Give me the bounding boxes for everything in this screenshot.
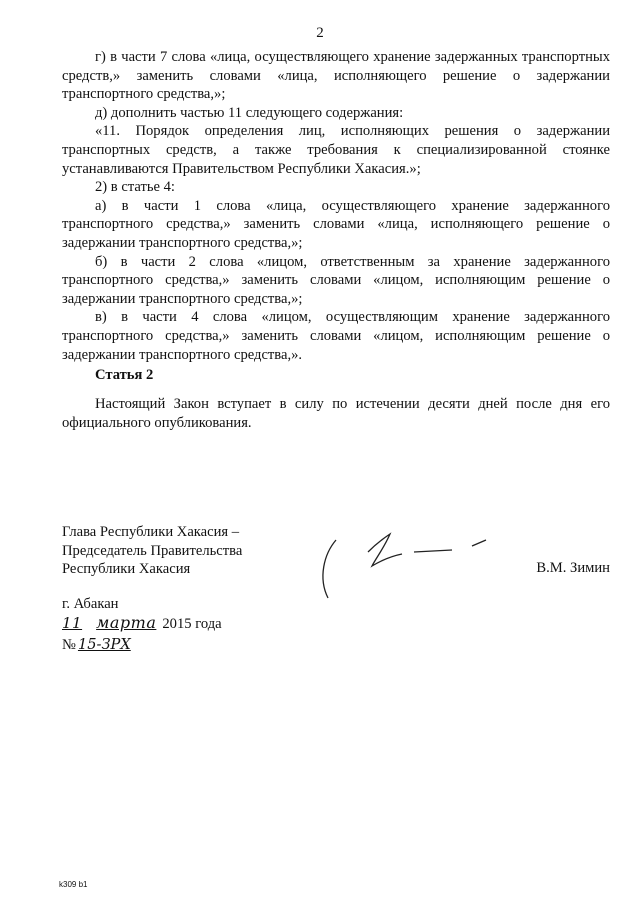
number-label: № [62, 637, 76, 653]
signer-title-line: Республики Хакасия [62, 561, 191, 578]
date-month: марта [96, 613, 157, 632]
signer-title-line: Глава Республики Хакасия – [62, 524, 240, 540]
place-of-signing: г. Абакан [62, 596, 119, 612]
signing-date [62, 613, 222, 635]
article-text: Настоящий Закон вступает в силу по истечении десяти дней после дня его официального опубликования. [62, 396, 610, 431]
document-code: k309 b1 [59, 880, 88, 889]
paragraph-v: в) в части 4 слова «лицом, осуществляющим хранение задержанного транспортного средства,» заменить словами «лицом, исполняющим решение о задержании транспортного средства,». [62, 309, 610, 363]
paragraph-quote-11: «11. Порядок определения лиц, исполняющих решения о задержании транспортных средств, а также требования к специализированной стоянке устанавливаются Правительством Республики Хакасия.»; [62, 123, 610, 177]
date-day: 11 [62, 614, 83, 632]
page-number: 2 [316, 25, 324, 41]
date-year: 2015 года [162, 616, 222, 632]
handwritten-signature [310, 520, 500, 610]
law-number [62, 636, 131, 654]
paragraph-b: б) в части 2 слова «лицом, ответственным за хранение задержанного транспортного средства,» заменить словами «лицом, исполняющим решение о задержании транспортного средства,»; [62, 253, 610, 307]
paragraph-d: д) дополнить частью 11 следующего содержания: [95, 104, 404, 121]
paragraph-a: а) в части 1 слова «лица, осуществляющего хранение задержанного транспортного средства,» заменить словами «лица, исполняющего решение о задержании транспортного средства,»; [62, 197, 610, 251]
paragraph-g: г) в части 7 слова «лица, осуществляющего хранение задержанных транспортных средств,» заменить словами «лица, исполняющего решение о задержании транспортного средства,»; [62, 49, 610, 103]
number-value: 15-ЗРХ [77, 636, 131, 653]
paragraph-article-4: 2) в статье 4: [95, 179, 175, 196]
article-heading: Статья 2 [95, 367, 154, 383]
signer-title [62, 523, 242, 579]
amendment-text [62, 48, 610, 364]
signer-name: В.М. Зимин [536, 560, 610, 576]
signer-title-line: Председатель Правительства [62, 542, 243, 559]
